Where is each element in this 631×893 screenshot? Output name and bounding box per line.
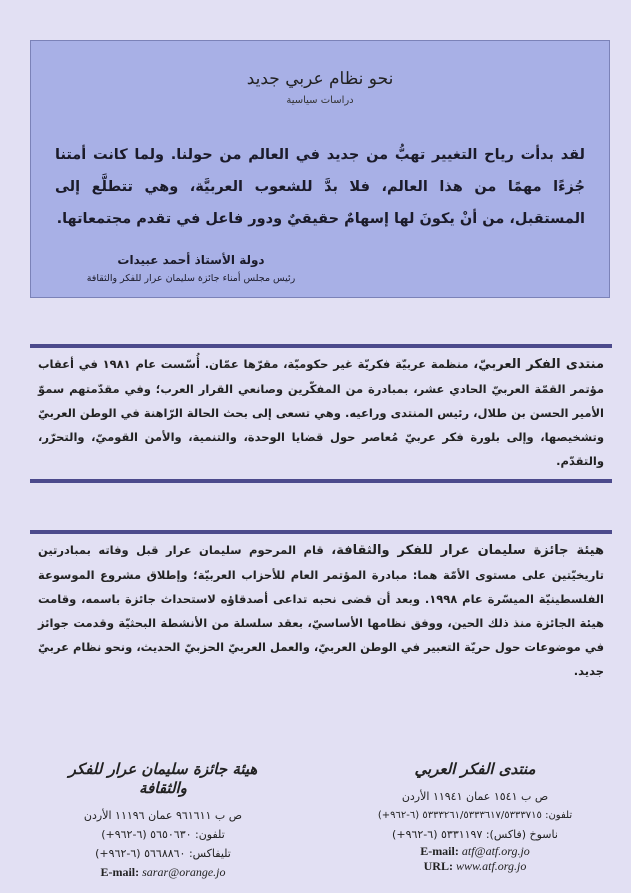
- email-label: E-mail:: [100, 865, 140, 879]
- forum-email-row: [330, 844, 620, 859]
- quote-box: [30, 40, 610, 298]
- forum-url-row: [330, 859, 620, 874]
- award-section: [38, 538, 604, 683]
- book-title: نحو نظام عربي جديد: [246, 69, 394, 89]
- award-logo: هيئة جائزة سليمان عرار للفكر والثقافة: [68, 760, 258, 797]
- forum-section: [38, 352, 604, 473]
- award-fax: تليفاكس: ٥٦٦٨٨٦٠ (٦-٩٦٢+): [95, 847, 231, 860]
- divider: [30, 479, 612, 483]
- award-email-row: [48, 863, 278, 882]
- divider: [30, 530, 612, 534]
- award-phone: تلفون: ٥٦٥٠٦٣٠ (٦-٩٦٢+): [101, 828, 225, 841]
- email-label: E-mail:: [420, 844, 459, 858]
- forum-logo: منتدى الفكر العربي: [414, 760, 536, 778]
- forum-email[interactable]: atf@atf.org.jo: [461, 844, 530, 858]
- forum-fax: ناسوخ (فاكس): ٥٣٣١١٩٧ (٦-٩٦٢+): [392, 828, 558, 841]
- forum-body: منظمة عربيّة فكريّة غير حكوميّة، مقرّها عمّان. أُسّست عام ١٩٨١ في أعقاب مؤتمر القمّة العربيّ الحادي عشر، بمبادرة من المفكّرين وصانعي القرار العرب؛ وفي مقدّمتهم سموّ الأمير الحسن بن طلال، رئيس المنتدى وراعيه. وهي تسعى إلى بحث الحالة الرّاهنة في الوطن العربيّ وتشخيصها، وإلى بلورة فكر عربيّ مُعاصر حول قضايا الوحدة، والتنمية، والأمن القوميّ، والتحرّر، والتقدّم.: [38, 357, 604, 468]
- quote-author: دولة الأستاذ أحمد عبيدات: [117, 253, 265, 267]
- award-address: ص ب ٩٦١٦١١ عمان ١١١٩٦ الأردن: [83, 809, 243, 822]
- forum-url[interactable]: www.atf.org.jo: [455, 859, 527, 873]
- divider: [30, 344, 612, 348]
- quote-text: لقد بدأت رياح التغيير تهبُّ من جديد في العالم من حولنا. ولما كانت أمتنا جُزءًا مهمًا من هذا العالم، فلا بدَّ للشعوب العربيَّة، وهي تتطلَّع إلى المستقبل، من أنْ يكونَ لها إسهامٌ حقيقيٌ ودور فاعل في تقدم مجتمعاتها.: [55, 147, 585, 227]
- forum-contact: [330, 760, 620, 874]
- book-subtitle: دراسات سياسية: [286, 95, 354, 106]
- url-label: URL:: [423, 859, 453, 873]
- award-heading: هيئة جائزة سليمان عرار للفكر والثقافة،: [331, 543, 604, 558]
- award-email[interactable]: sarar@orange.jo: [142, 865, 226, 879]
- forum-address: ص ب ١٥٤١ عمان ١١٩٤١ الأردن: [401, 790, 549, 803]
- forum-phone: تلفون: ٥٣٣٣٢٦١/٥٣٣٣٦١٧/٥٣٣٣٧١٥ (٦-٩٦٢+): [377, 810, 573, 821]
- forum-heading: منتدى الفكر العربيّ،: [473, 357, 604, 372]
- quote-author-role: رئيس مجلس أمناء جائزة سليمان عرار للفكر والثقافة: [86, 273, 296, 284]
- award-body: قام المرحوم سليمان عرار قبل وفاته بمبادرتين تاريخيّتين على مستوى الأمّة هما: مبادرة المؤتمر العام للأحزاب العربيّة؛ وإطلاق مشروع الموسوعة الفلسطينيّة الميسّرة عام ١٩٩٨. وبعد أن قضى نحبه تداعى أصدقاؤه لاستحداث جائزة باسمه، وقامت هيئة الجائزة منذ ذلك الحين، ووفق نظامها الأساسيّ، بعقد سلسلة من الأنشطة البحثيّة وقدمت جوائز في موضوعات حول حريّة التعبير في الوطن العربيّ، والعمل العربيّ الحزبيّ الحديث، ونحو نظام عربيّ جديد.: [38, 543, 604, 678]
- award-contact: [48, 760, 278, 882]
